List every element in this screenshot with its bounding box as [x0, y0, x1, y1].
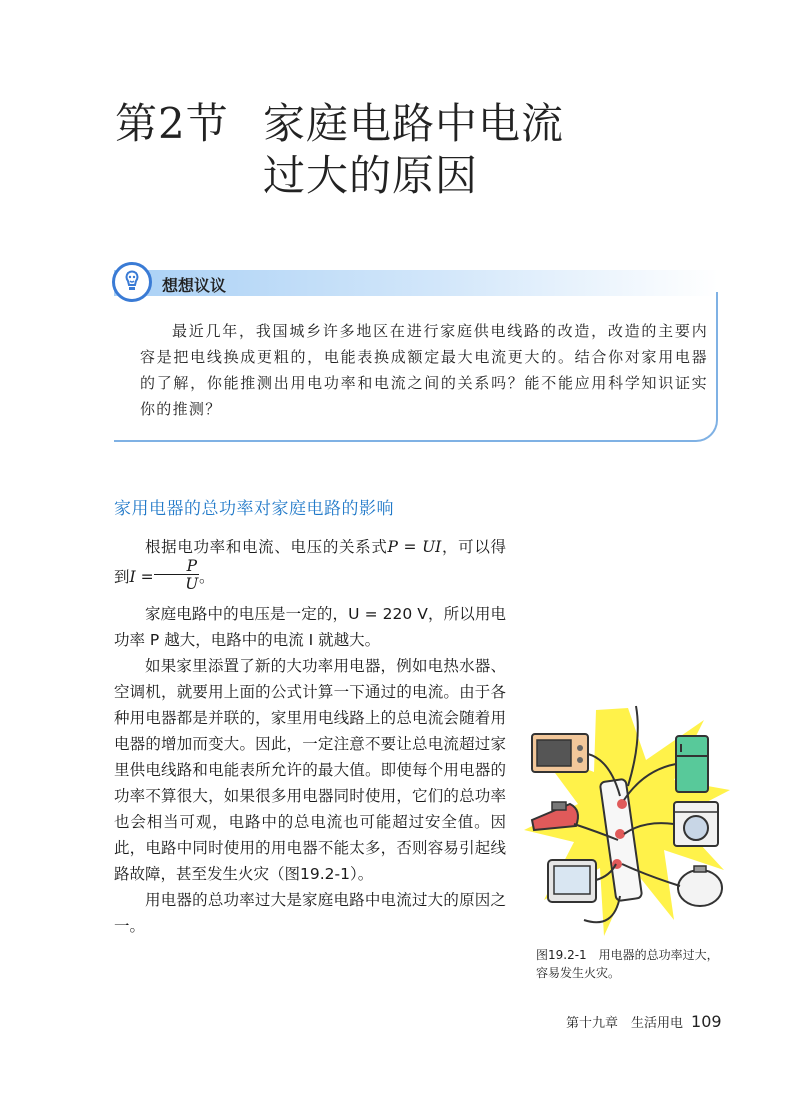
page-footer [566, 1012, 722, 1031]
title-line-1: 家庭电路中电流 [263, 99, 565, 148]
washing-machine-icon [674, 802, 718, 846]
think-box-heading: 想想议议 [162, 276, 227, 295]
subsection-heading: 家用电器的总功率对家庭电路的影响 [114, 499, 394, 519]
refrigerator-icon [676, 736, 708, 792]
fraction-numerator: P [154, 558, 199, 575]
paragraph-3: 如果家里添置了新的大功率用电器，例如电热水器、空调机，就要用上面的公式计算一下通过的电流。由于各种用电器都是并联的，家里用电线路上的总电流会随着用电器的增加而变大。因此，一定注意不要让总电流超过家里供电线路和电能表所允许的最大值。即使每个用电器的功率不算很大，如果很多用电器同时使用，它们的总功率也会相当可观，电路中的总电流也可能超过安全值。因此，电路中同时使用的用电器不能太多，否则容易引起线路故障，甚至发生火灾（图19.2-1）。 [114, 657, 506, 883]
overloaded-socket-illustration [524, 700, 732, 940]
para1-text-b: ，可以得到 [114, 538, 506, 586]
paragraph-2: 家庭电路中的电压是一定的，U = 220 V，所以用电功率 P 越大，电路中的电流 I 就越大。 [114, 605, 506, 649]
chapter-label: 第十九章 生活用电 [566, 1016, 684, 1031]
para1-text-a: 根据电功率和电流、电压的关系式 [145, 538, 388, 556]
section-number: 第2节 [115, 99, 229, 148]
paragraph-4: 用电器的总功率过大是家庭电路中电流过大的原因之一。 [114, 891, 506, 935]
rice-cooker-icon [678, 866, 722, 906]
title-line-2: 过大的原因 [263, 151, 479, 200]
microwave-icon [532, 734, 588, 772]
fraction-denominator: U [185, 575, 199, 593]
formula-fraction [154, 558, 199, 593]
para1-end: 。 [199, 568, 215, 586]
formula-i-lhs: I = [129, 568, 154, 586]
page-number: 109 [691, 1012, 722, 1031]
think-box-paragraph: 最近几年，我国城乡许多地区在进行家庭供电线路的改造，改造的主要内容是把电线换成更粗的，电能表换成额定最大电流更大的。结合你对家用电器的了解，你能推测出用电功率和电流之间的关系吗？能不能应用科学知识证实你的推测？ [140, 322, 708, 418]
television-icon [548, 860, 596, 902]
iron-icon [532, 802, 578, 830]
think-box-text [140, 318, 708, 422]
formula-p-ui: P = UI [387, 538, 442, 556]
paragraph-1 [114, 534, 506, 595]
figure-caption: 图19.2-1 用电器的总功率过大，容易发生火灾。 [536, 948, 719, 980]
body-text [114, 534, 506, 939]
lightbulb-face-icon [112, 262, 152, 302]
